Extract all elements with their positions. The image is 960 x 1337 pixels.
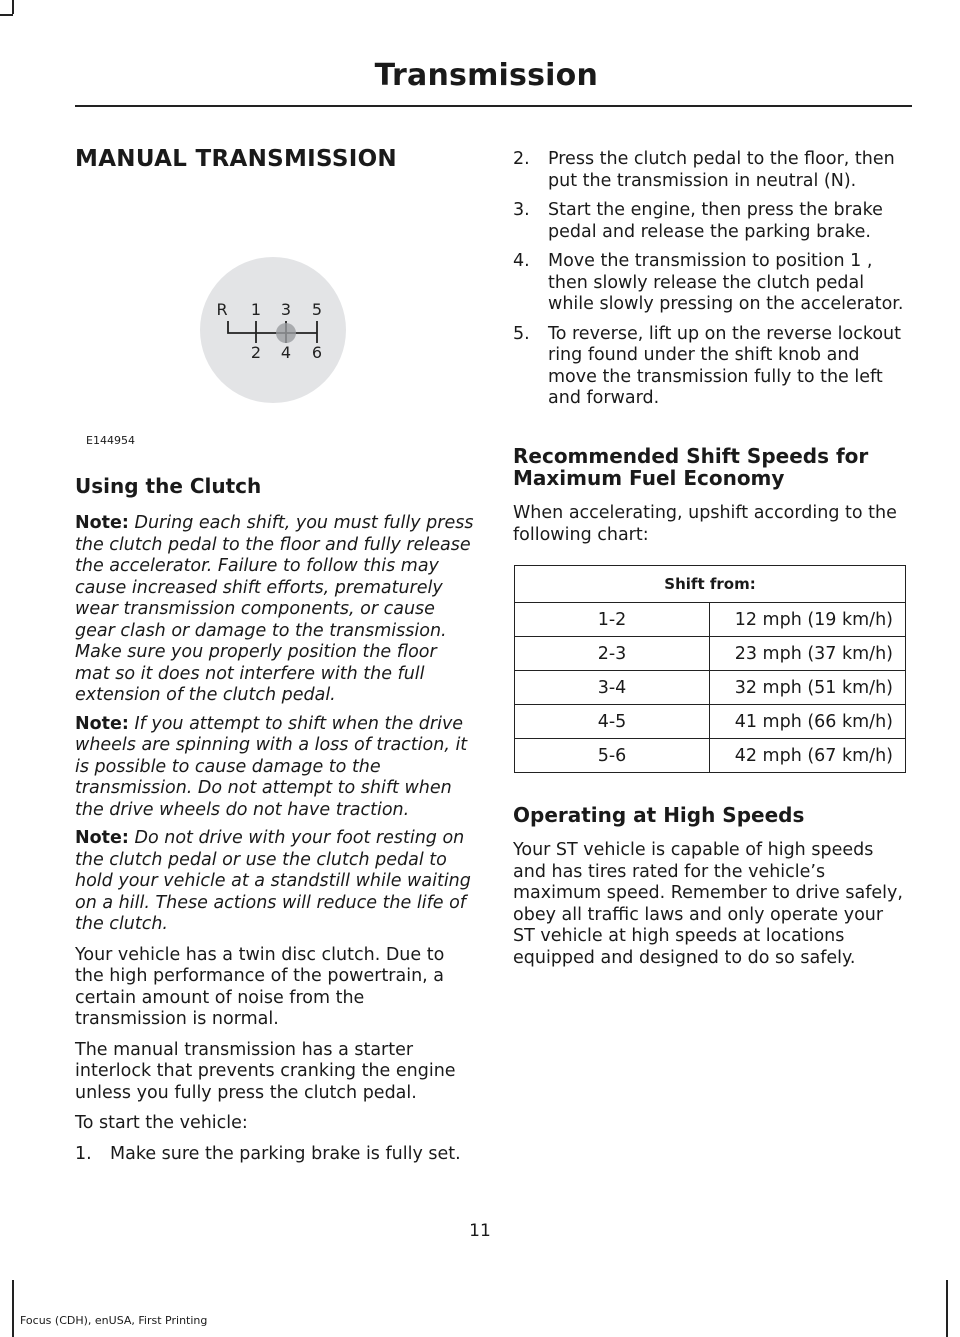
- page-header-title: Transmission: [374, 58, 598, 93]
- shift-knob-neutral-indicator: [276, 323, 296, 343]
- note-2: [75, 714, 475, 822]
- step-3: [513, 200, 908, 243]
- table-row: [515, 603, 906, 637]
- high-speeds-heading: Operating at High Speeds: [513, 803, 805, 827]
- step-number: 2.: [513, 149, 530, 169]
- table-row: [515, 739, 906, 773]
- shift-from-cell: 5-6: [515, 739, 710, 773]
- paragraph-starter-interlock: The manual transmission has a starter interlock that prevents cranking the engine unless you fully press the clutch pedal.: [75, 1039, 456, 1103]
- step-2: [513, 149, 908, 192]
- gear-label-6: 6: [311, 343, 323, 362]
- table-row: [515, 671, 906, 705]
- table-row: [515, 637, 906, 671]
- footer-edition: Focus (CDH), enUSA, First Printing: [20, 1314, 208, 1327]
- speed-cell: 41 mph (66 km/h): [710, 705, 906, 739]
- gear-label-1: 1: [250, 300, 262, 319]
- step-text: Press the clutch pedal to the floor, then put the transmission in neutral (N).: [548, 149, 895, 191]
- speed-cell: 42 mph (67 km/h): [710, 739, 906, 773]
- note-text: During each shift, you must fully press the clutch pedal to the floor and fully release the accelerator. Failure to follow this may cause increased shift efforts, prematurely wear transmission components, or cause gear clash or damage to the transmission. Make sure you properly position the floor mat so it does not interfere with the full extension of the clutch pedal.: [75, 513, 474, 705]
- diagram-background: [200, 257, 346, 403]
- shift-speeds-intro: When accelerating, upshift according to the following chart:: [513, 503, 897, 545]
- step-text: To reverse, lift up on the reverse lockout ring found under the shift knob and move the transmission fully to the left and forward.: [548, 323, 901, 408]
- speed-cell: 23 mph (37 km/h): [710, 637, 906, 671]
- shift-speeds-heading: Recommended Shift Speeds for Maximum Fuel Economy: [513, 444, 869, 490]
- crop-mark: [12, 0, 14, 14]
- note-label: Note:: [75, 713, 129, 734]
- shift-from-cell: 2-3: [515, 637, 710, 671]
- step-4: [513, 251, 908, 316]
- note-3: [75, 828, 475, 936]
- shift-from-cell: 4-5: [515, 705, 710, 739]
- table-row: [515, 705, 906, 739]
- step-number: 1.: [75, 1143, 92, 1164]
- clutch-heading: Using the Clutch: [75, 474, 262, 498]
- gear-label-r: R: [216, 300, 228, 319]
- shift-from-cell: 3-4: [515, 671, 710, 705]
- gear-shift-pattern-diagram: [200, 257, 346, 403]
- start-steps-right: [513, 149, 908, 410]
- section-title: MANUAL TRANSMISSION: [75, 146, 397, 172]
- figure-id: E144954: [86, 434, 135, 447]
- note-label: Note:: [75, 828, 129, 848]
- start-steps-left: [75, 1144, 475, 1166]
- paragraph-start-vehicle: To start the vehicle:: [75, 1113, 248, 1133]
- gear-label-4: 4: [280, 343, 292, 362]
- note-1: [75, 513, 475, 707]
- page-number: 11: [469, 1221, 491, 1241]
- crop-mark: [12, 1280, 14, 1337]
- step-text: Start the engine, then press the brake pedal and release the parking brake.: [548, 200, 883, 242]
- paragraph-twin-disc: Your vehicle has a twin disc clutch. Due to the high performance of the powertrain, a certain amount of noise from the transmission is normal.: [75, 944, 445, 1029]
- high-speeds-text: Your ST vehicle is capable of high speeds and has tires rated for the vehicle’s maximum speed. Remember to drive safely, obey all traffic laws and only operate your ST vehicle at high speeds at locations equipped and designed to do so safely.: [513, 840, 903, 968]
- crop-mark: [946, 1280, 948, 1337]
- gear-label-3: 3: [280, 300, 292, 319]
- step-number: 4.: [513, 251, 530, 271]
- header-rule: [75, 105, 912, 107]
- shift-speeds-table: [514, 565, 906, 773]
- shift-from-cell: 1-2: [515, 603, 710, 637]
- step-text: Move the transmission to position 1 , then slowly release the clutch pedal while slowly pressing on the accelerator.: [548, 251, 904, 314]
- step-text: Make sure the parking brake is fully set.: [110, 1143, 461, 1164]
- speed-cell: 32 mph (51 km/h): [710, 671, 906, 705]
- note-text: Do not drive with your foot resting on the clutch pedal or use the clutch pedal to hold your vehicle at a standstill while waiting on a hill. These actions will reduce the life of the clutch.: [75, 828, 471, 934]
- step-number: 5.: [513, 323, 530, 344]
- note-label: Note:: [75, 513, 129, 533]
- gear-label-5: 5: [311, 300, 323, 319]
- table-header: Shift from:: [515, 566, 906, 603]
- gear-label-2: 2: [250, 343, 262, 362]
- note-text: If you attempt to shift when the drive wheels are spinning with a loss of traction, it is possible to cause damage to the transmission. Do not attempt to shift when the drive wheels do not have traction.: [75, 713, 468, 820]
- step-5: [513, 324, 908, 410]
- step-1: [75, 1144, 475, 1166]
- speed-cell: 12 mph (19 km/h): [710, 603, 906, 637]
- step-number: 3.: [513, 200, 530, 220]
- crop-mark: [0, 14, 13, 16]
